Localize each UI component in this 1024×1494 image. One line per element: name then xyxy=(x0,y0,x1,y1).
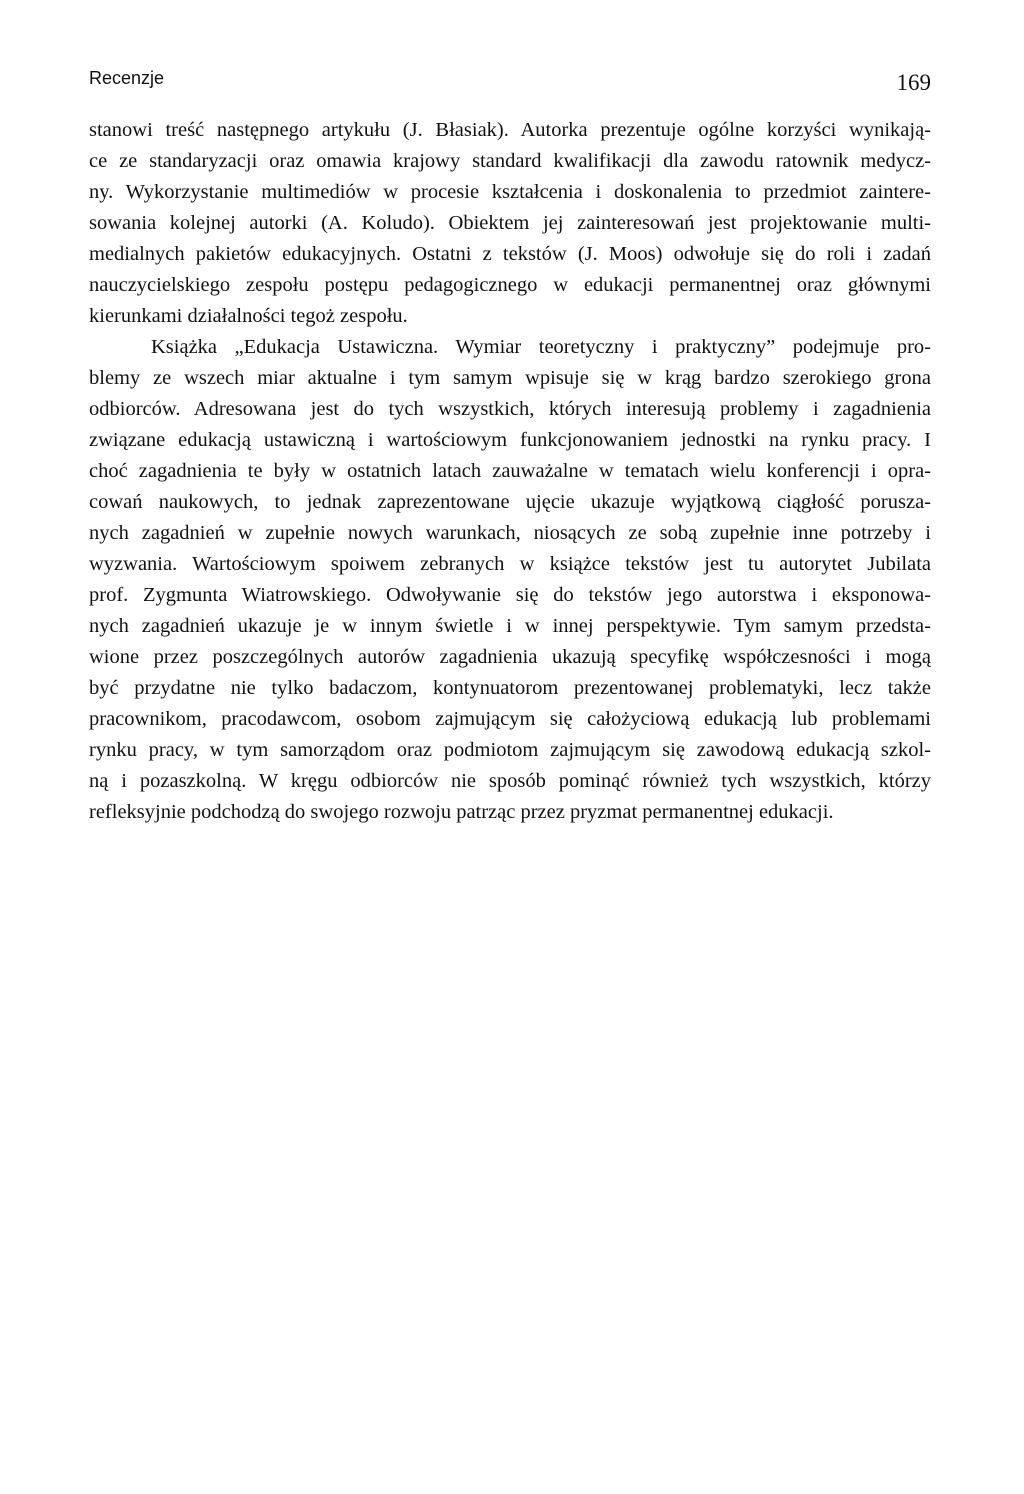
paragraph-2 xyxy=(89,332,931,828)
text-line: związane edukacją ustawiczną i wartościowym funkcjonowaniem jednostki na rynku pracy. I xyxy=(89,429,931,451)
text-line: rynku pracy, w tym samorządom oraz podmiotom zajmującym się zawodową edukacją szkol- xyxy=(89,739,931,761)
text-line: pracownikom, pracodawcom, osobom zajmującym się całożyciową edukacją lub problemami xyxy=(89,708,931,730)
page-header xyxy=(89,64,931,104)
text-line: cowań naukowych, to jednak zaprezentowane ujęcie ukazuje wyjątkową ciągłość porusza- xyxy=(89,491,931,513)
body-text xyxy=(89,115,931,828)
text-line: odbiorców. Adresowana jest do tych wszystkich, których interesują problemy i zagadnienia xyxy=(89,398,931,420)
page-number: 169 xyxy=(896,70,931,95)
text-line: refleksyjnie podchodzą do swojego rozwoju patrząc przez pryzmat permanentnej edukacji. xyxy=(89,801,834,823)
text-line: kierunkami działalności tegoż zespołu. xyxy=(89,305,408,327)
running-head: Recenzje xyxy=(89,68,165,88)
text-line: ce ze standaryzacji oraz omawia krajowy standard kwalifikacji dla zawodu ratownik medycz- xyxy=(89,150,931,172)
text-line: nych zagadnień ukazuje je w innym świetle i w innej perspektywie. Tym samym przedsta- xyxy=(89,615,931,637)
text-line: być przydatne nie tylko badaczom, kontynuatorom prezentowanej problematyki, lecz także xyxy=(89,677,931,699)
text-line: prof. Zygmunta Wiatrowskiego. Odwoływanie się do tekstów jego autorstwa i eksponowa- xyxy=(89,584,931,606)
text-line: wyzwania. Wartościowym spoiwem zebranych w książce tekstów jest tu autorytet Jubilata xyxy=(89,553,931,575)
text-line: wione przez poszczególnych autorów zagadnienia ukazują specyfikę współczesności i mogą xyxy=(89,646,931,668)
text-line: blemy ze wszech miar aktualne i tym samym wpisuje się w krąg bardzo szerokiego grona xyxy=(89,367,931,389)
text-line: sowania kolejnej autorki (A. Koludo). Obiektem jej zainteresowań jest projektowanie multi- xyxy=(89,212,931,234)
text-line: Książka „Edukacja Ustawiczna. Wymiar teoretyczny i praktyczny” podejmuje pro- xyxy=(151,336,931,358)
text-line: ny. Wykorzystanie multimediów w procesie kształcenia i doskonalenia to przedmiot zaintere- xyxy=(89,181,931,203)
text-line: nych zagadnień w zupełnie nowych warunkach, niosących ze sobą zupełnie inne potrzeby i xyxy=(89,522,931,544)
text-line: nauczycielskiego zespołu postępu pedagogicznego w edukacji permanentnej oraz głównymi xyxy=(89,274,931,296)
text-line: ną i pozaszkolną. W kręgu odbiorców nie sposób pominąć również tych wszystkich, którzy xyxy=(89,770,931,792)
text-line: choć zagadnienia te były w ostatnich latach zauważalne w tematach wielu konferencji i opra- xyxy=(89,460,931,482)
text-line: medialnych pakietów edukacyjnych. Ostatni z tekstów (J. Moos) odwołuje się do roli i zadań xyxy=(89,243,931,265)
paragraph-1 xyxy=(89,115,931,332)
text-line: stanowi treść następnego artykułu (J. Błasiak). Autorka prezentuje ogólne korzyści wynikają- xyxy=(89,119,931,141)
